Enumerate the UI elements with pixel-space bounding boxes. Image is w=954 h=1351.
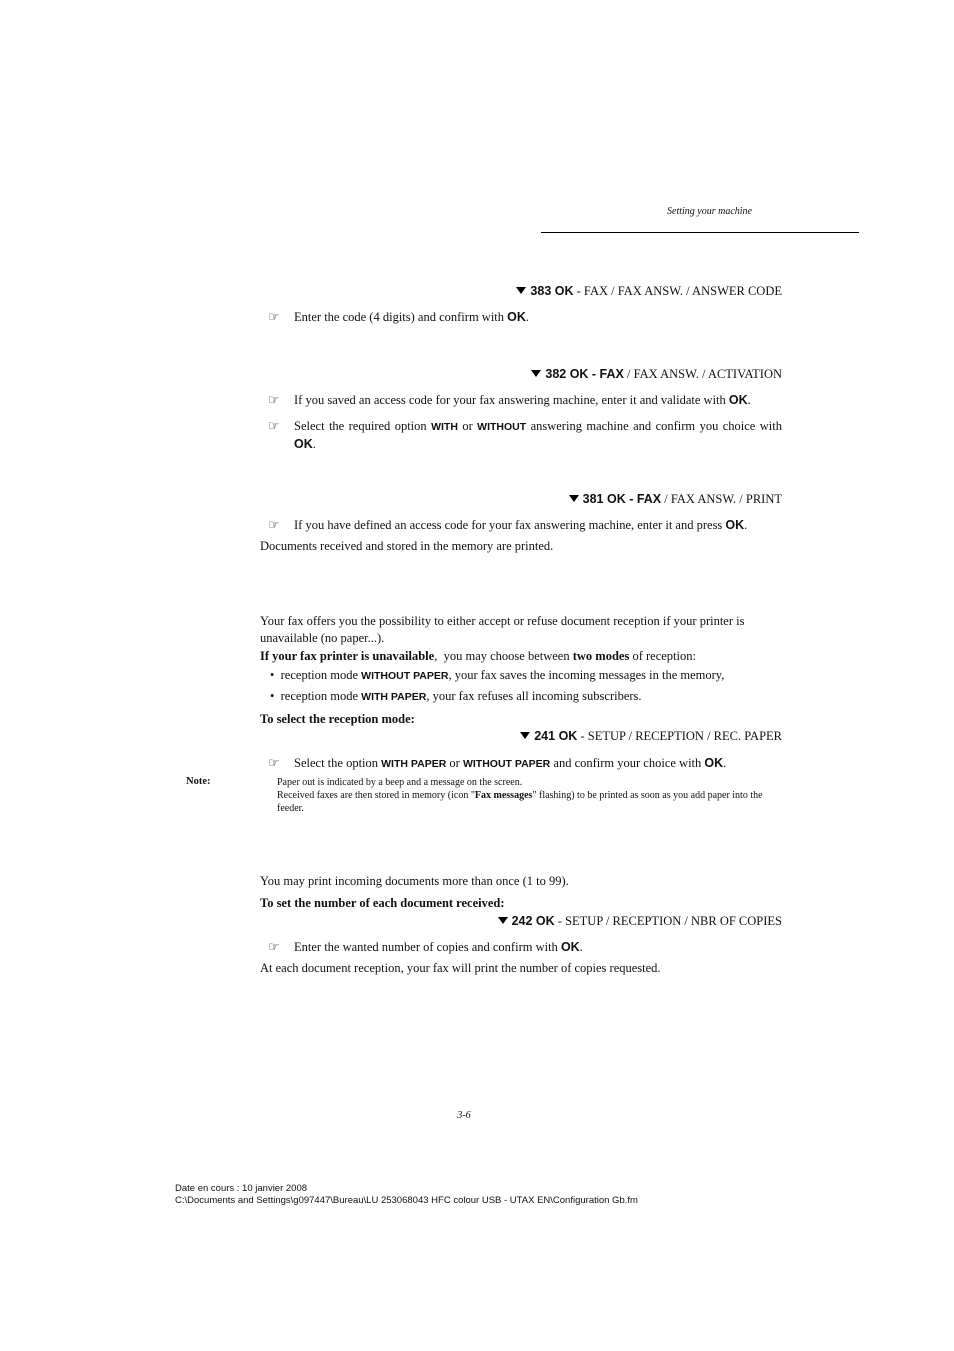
- reception-modes-line: [260, 648, 782, 665]
- fax-messages-label: Fax messages: [474, 790, 533, 801]
- copies-result: At each document reception, your fax will print the number of copies requested.: [260, 961, 661, 975]
- menu-path-nbr-copies: [498, 914, 782, 929]
- menu-path: - SETUP / RECEPTION / NBR OF COPIES: [557, 914, 782, 928]
- pointing-hand-icon: ☞: [268, 393, 280, 408]
- text: , you may choose between: [434, 649, 573, 663]
- step-text: or: [457, 419, 478, 433]
- down-triangle-icon: [569, 495, 579, 502]
- note-line: Paper out is indicated by a beep and a message on the screen.: [277, 777, 523, 788]
- step-answer-code: [268, 309, 782, 326]
- menu-path: - FAX / FAX ANSW. / ANSWER CODE: [576, 284, 782, 298]
- ok-key: OK: [507, 310, 526, 324]
- menu-code: 242 OK: [511, 914, 555, 928]
- text: of reception:: [629, 649, 696, 663]
- menu-path-print: [569, 492, 782, 507]
- pointing-hand-icon: ☞: [268, 310, 280, 325]
- page-number: 3-6: [457, 1110, 471, 1121]
- print-result: Documents received and stored in the memory are printed.: [260, 539, 554, 553]
- step-text: Enter the wanted number of copies and confirm with: [294, 940, 561, 954]
- running-header: Setting your machine: [667, 206, 752, 217]
- note-label: Note:: [186, 776, 211, 787]
- list-item: [270, 689, 642, 704]
- pointing-hand-icon: ☞: [268, 518, 280, 533]
- pointing-hand-icon: ☞: [268, 419, 280, 434]
- menu-code: 241 OK: [534, 729, 578, 743]
- text: reception mode: [280, 689, 362, 703]
- pointing-hand-icon: ☞: [268, 940, 280, 955]
- reception-intro: Your fax offers you the possibility to either accept or refuse document reception if your printer is unavailable (no paper...).: [260, 614, 745, 645]
- footer-path: C:\Documents and Settings\g097447\Bureau\LU 253068043 HFC colour USB - UTAX EN\Configuration Gb.fm: [175, 1195, 638, 1206]
- list-item: [270, 668, 724, 683]
- step-text: answering machine and confirm you choice with: [526, 419, 782, 433]
- step-end: .: [744, 518, 748, 532]
- step-end: .: [723, 756, 727, 770]
- option-without: WITHOUT: [477, 421, 527, 433]
- down-triangle-icon: [520, 732, 530, 739]
- step-rec-paper: [268, 755, 782, 773]
- step-end: .: [312, 437, 316, 451]
- ok-key: OK: [560, 940, 580, 954]
- ok-key: OK: [294, 437, 313, 451]
- down-triangle-icon: [498, 917, 508, 924]
- down-triangle-icon: [516, 287, 526, 294]
- menu-code: 383 OK: [530, 284, 574, 298]
- step-text: or: [446, 756, 463, 770]
- text: Received faxes are then stored in memory (icon ": [277, 790, 475, 801]
- step-print: [268, 517, 782, 534]
- menu-path-activation: [531, 367, 782, 382]
- step-text: Enter the code (4 digits) and confirm with: [294, 310, 508, 324]
- step-text: If you have defined an access code for your fax answering machine, enter it and press: [294, 518, 726, 532]
- bold-text: two modes: [572, 649, 630, 663]
- option-with: WITH: [431, 421, 458, 433]
- option-with-paper: WITH PAPER: [361, 691, 427, 703]
- text: " flashing) to be printed as soon as you add paper into the feeder.: [277, 790, 763, 814]
- step-text: If you saved an access code for your fax answering machine, enter it and validate with: [294, 393, 729, 407]
- menu-code: 382 OK - FAX: [545, 367, 624, 381]
- step-end: .: [525, 310, 530, 324]
- text: , your fax saves the incoming messages in the memory,: [448, 668, 725, 682]
- step-end: .: [579, 940, 583, 954]
- menu-path: - SETUP / RECEPTION / REC. PAPER: [580, 729, 782, 743]
- header-rule: [541, 232, 859, 233]
- menu-path-answer-code: [516, 284, 782, 299]
- option-without-paper: WITHOUT PAPER: [361, 670, 449, 682]
- bullet-icon: •: [270, 689, 275, 703]
- step-activation-code: [268, 392, 782, 409]
- step-end: .: [747, 393, 751, 407]
- copies-intro: You may print incoming documents more than once (1 to 99).: [260, 874, 569, 888]
- menu-path: / FAX ANSW. / PRINT: [664, 492, 782, 506]
- ok-key: OK: [725, 518, 745, 532]
- text: , your fax refuses all incoming subscribers.: [426, 689, 642, 703]
- down-triangle-icon: [531, 370, 541, 377]
- select-mode-heading: To select the reception mode:: [260, 712, 415, 726]
- copies-heading: To set the number of each document received:: [260, 896, 505, 910]
- ok-key: OK: [704, 756, 724, 770]
- option-with-paper: WITH PAPER: [381, 758, 447, 770]
- option-without-paper: WITHOUT PAPER: [462, 758, 551, 770]
- text: reception mode: [280, 668, 362, 682]
- bold-text: If your fax printer is unavailable: [260, 649, 435, 663]
- step-text: Select the required option: [294, 419, 432, 433]
- step-text: Select the option: [294, 756, 382, 770]
- note-line: [277, 789, 783, 815]
- step-activation-option: [268, 418, 782, 453]
- bullet-icon: •: [270, 668, 275, 682]
- step-text: and confirm your choice with: [550, 756, 705, 770]
- footer-date: Date en cours : 10 janvier 2008: [175, 1183, 308, 1194]
- pointing-hand-icon: ☞: [268, 756, 280, 771]
- menu-code: 381 OK - FAX: [582, 492, 662, 506]
- note-body: [277, 776, 783, 815]
- ok-key: OK: [728, 393, 748, 407]
- menu-path-rec-paper: [520, 729, 782, 744]
- step-copies: [268, 939, 782, 956]
- menu-path: / FAX ANSW. / ACTIVATION: [627, 367, 782, 381]
